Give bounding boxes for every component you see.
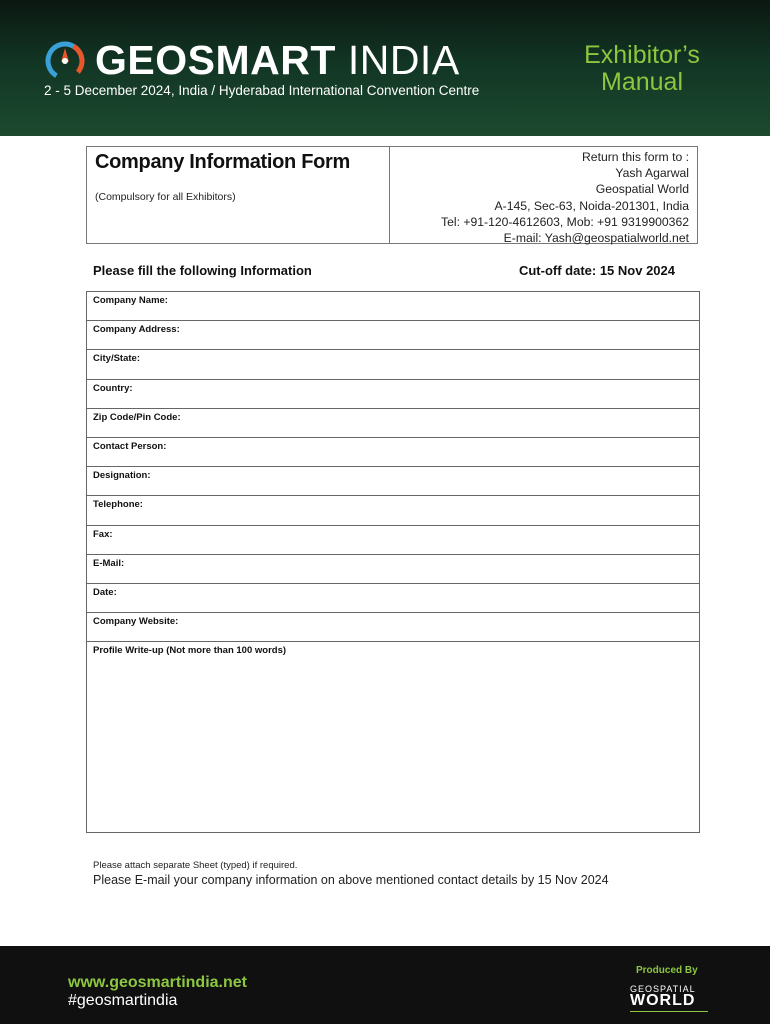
email-note: Please E-mail your company information on above mentioned contact details by 15 Nov 2024 — [93, 873, 609, 887]
field-label: Zip Code/Pin Code: — [93, 411, 181, 423]
form-title-cell — [87, 147, 390, 243]
field-company-name[interactable] — [87, 292, 699, 321]
hashtag: #geosmartindia — [68, 992, 178, 1009]
field-label: Designation: — [93, 470, 151, 482]
field-designation[interactable] — [87, 467, 699, 496]
cutoff-date: Cut-off date: 15 Nov 2024 — [518, 263, 675, 278]
field-fax[interactable] — [87, 526, 699, 555]
producer-logo-underline — [630, 1011, 708, 1012]
event-details: 2 - 5 December 2024, India / Hyderabad International Convention Centre — [44, 83, 480, 98]
field-label: Company Website: — [93, 616, 179, 628]
profile-label: Profile Write-up (Not more than 100 words) — [93, 645, 287, 657]
form-title: Company Information Form — [95, 151, 351, 173]
field-label: Country: — [93, 382, 133, 394]
header-banner — [0, 0, 770, 136]
fill-instruction: Please fill the following Information — [93, 263, 312, 278]
field-label: Fax: — [93, 528, 113, 540]
field-date[interactable] — [87, 584, 699, 613]
form-title-box — [86, 146, 698, 244]
field-zip-code[interactable] — [87, 409, 699, 438]
field-label: Telephone: — [93, 499, 143, 511]
field-contact-person[interactable] — [87, 438, 699, 467]
return-address — [390, 147, 697, 246]
website-link[interactable]: www.geosmartindia.net — [68, 974, 247, 991]
field-label: Company Name: — [93, 295, 168, 306]
company-info-table — [86, 291, 700, 833]
brand-bold: GEOSMART — [95, 37, 336, 83]
field-company-website[interactable] — [87, 613, 699, 642]
field-telephone[interactable] — [87, 496, 699, 525]
field-label: E-Mail: — [93, 557, 125, 569]
field-city-state[interactable] — [87, 350, 699, 379]
return-line: E-mail: Yash@geospatialworld.net — [503, 231, 689, 246]
brand-light: INDIA — [347, 37, 460, 83]
field-company-address[interactable] — [87, 321, 699, 350]
field-label: Company Address: — [93, 324, 180, 336]
return-line: A-145, Sec-63, Noida-201301, India — [494, 198, 689, 213]
producer-logo-top: GEOSPATIAL — [630, 984, 696, 994]
manual-title: Exhibitor’s Manual — [584, 41, 700, 96]
geosmart-compass-icon — [44, 40, 86, 82]
form-subtitle: (Compulsory for all Exhibitors) — [95, 191, 236, 203]
return-line: Return this form to : — [581, 150, 689, 164]
field-label: City/State: — [93, 353, 140, 365]
field-email[interactable] — [87, 555, 699, 584]
field-label: Contact Person: — [93, 440, 167, 452]
return-line: Geospatial World — [595, 182, 689, 197]
brand-name — [95, 36, 460, 84]
field-country[interactable] — [87, 380, 699, 409]
produced-by-label: Produced By — [636, 965, 698, 976]
field-label: Date: — [93, 586, 117, 598]
attach-note: Please attach separate Sheet (typed) if required. — [93, 860, 298, 871]
footer-banner — [0, 946, 770, 1024]
return-line: Tel: +91-120-4612603, Mob: +91 9319900362 — [440, 214, 689, 229]
return-line: Yash Agarwal — [615, 166, 689, 181]
producer-logo-bottom: WORLD — [630, 992, 696, 1009]
